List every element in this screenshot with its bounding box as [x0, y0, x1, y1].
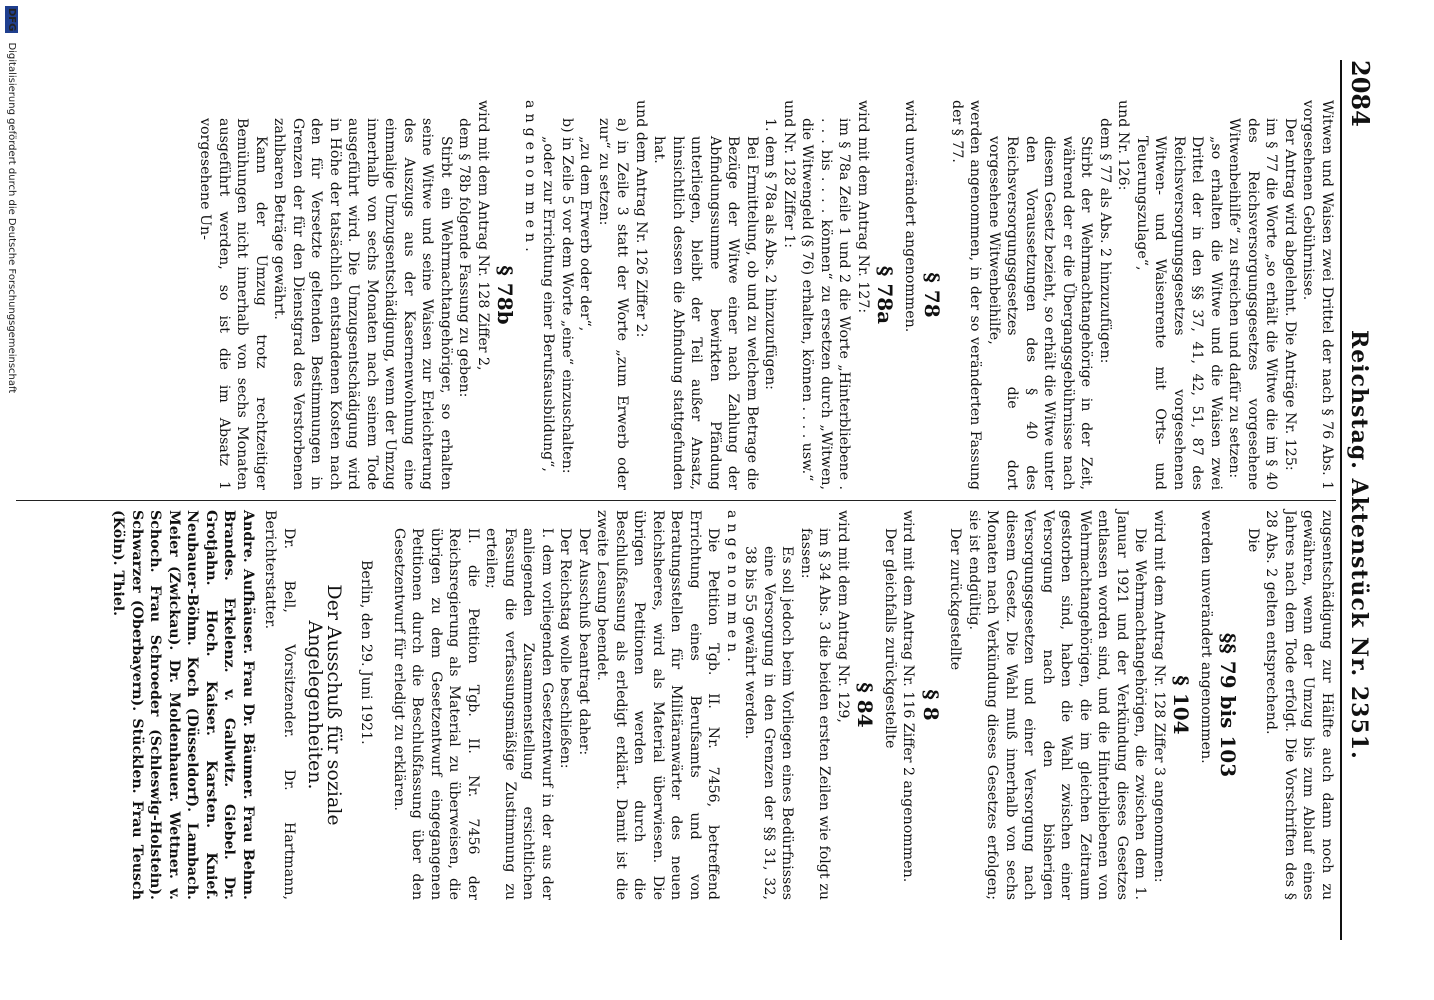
paragraph: Die Petition Tgb. II. Nr. 7456, betreffend Errichtung eines Berufsamts und von Beratungsstellen für Militäranwärter des neuen Reichsheeres, wird als Material überwiesen. Die übrigen Petitionen werden durch die Beschlußfassung als erledigt erklärt. Damit ist die zweite Lesung beendet. [594, 510, 722, 900]
quote: „oder zur Errichtung einer Berufsausbildung“, [540, 136, 557, 472]
date-line: Berlin, den 29. Juni 1921. [358, 560, 375, 745]
paragraph: Die [1245, 528, 1261, 553]
committee-title: Der Ausschuß für soziale Angelegenheiten. [304, 584, 345, 826]
column-divider [16, 500, 1336, 501]
page-header [1340, 60, 1382, 940]
paragraph: wird mit dem Antrag Nr. 129, [835, 510, 851, 723]
quote: Stirbt ein Wehrmachtangehöriger, so erhalten seine Witwe und seine Waisen zur Erleichterung des Auszugs aus der Kasernenwohnung eine einmalige Umzugsentschädigung, wenn der Umzug innerhalb von sechs Monaten nach seinem Tode ausgeführt wird. Die Umzugsentschädigung wird in Höhe der tatsächlich entstandenen Kosten nach den für Versetzte geltenden Bestimmungen in Grenzen der für den Dienstgrad des Verstorbenen zahlbaren Beträge gewährt. [271, 118, 454, 490]
paragraph: wird unverändert angenommen. [902, 100, 918, 333]
paragraph: dem § 78b folgende Fassung zu geben: [456, 118, 473, 398]
quote: Bei Ermittelung, ob und zu welchem Betrage die Bezüge der Witwe einer nach Zahlung der Abfindungssumme bewirkten Pfändung unterliegen, bleibt der Teil außer Ansatz, hinsichtlich dessen die Abfindung stattgefunden hat. [651, 136, 760, 490]
paragraph: im § 34 Abs. 3 die beiden ersten Zeilen wie folgt zu fassen: [798, 528, 833, 900]
paragraph: Der Antrag wird abgelehnt. Die Anträge Nr. 125: [1282, 118, 1298, 471]
list-item: II. die Petition Tgb. II. Nr. 7456 der Reichsregierung als Material zu überweisen, die übrigen zu dem Gesetzentwurf eingegangenen Petitionen durch die Beschlußfassung über den Gesetzentwurf für erledigt zu erklären. [391, 528, 481, 900]
quote: Kann der Umzug trotz rechtzeitiger Bemühungen nicht innerhalb von sechs Monaten ausgeführt werden, so ist die im Absatz 1 vorgesehene Un- [197, 118, 269, 490]
paragraph: und Nr. 126: [1115, 100, 1132, 191]
section-heading: § 78b [493, 265, 518, 325]
quote: „so erhalten die Witwe und die Waisen zwei Drittel der in den §§ 37, 41, 42, 51, 87 des Reichsversorgungsgesetzes vorgesehenen Witwen- und Waisenrente mit Orts- und Teuerungszulage“, [1134, 136, 1224, 490]
paragraph: Die Wehrmachtangehörigen, die zwischen dem 1. Januar 1921 und der Verkündung dieses Gesetzes entlassen worden sind, und die Hinterbliebenen von Wehrmachtangehörigen, die im gleichen Zeitraum gestorben sind, haben die Wahl zwischen einer Versorgung nach den bisherigen Versorgungsgesetzen und einer Versorgung nach diesem Gesetz. Die Wahl muß innerhalb von sechs Monaten nach Verkündung dieses Gesetzes erfolgen; sie ist endgültig. [966, 510, 1149, 900]
digitization-credit [6, 6, 24, 986]
quote: „zu dem Erwerb oder der“, [577, 136, 594, 332]
section-heading: § 104 [1169, 675, 1194, 735]
right-column [16, 510, 1336, 900]
paragraph: wird mit dem Antrag Nr. 116 Ziffer 2 angenommen. [900, 510, 917, 883]
section-heading: § 8 [919, 689, 943, 721]
paragraph: wird mit dem Antrag Nr. 128 Ziffer 2, [475, 100, 491, 371]
signatures: Dr. Bell, Vorsitzender. Dr. Hartmann, Berichterstatter. [262, 510, 297, 900]
quote: Es soll jedoch beim Vorliegen eines Bedürfnisses eine Versorgung in den Grenzen der §§ 31, 32, 38 bis 55 gewährt werden. [742, 546, 796, 900]
paragraph: angenommen. [724, 510, 740, 667]
section-heading: § 78 [920, 272, 945, 318]
paragraph: werden angenommen, in der so veränderten Fassung der § 77. [949, 100, 984, 490]
paragraph: Der Reichstag wolle beschließen: [557, 528, 574, 769]
paragraph: im § 78a Zeile 1 und 2 die Worte „Hinterbliebene . . . . bis . . . . können“ zu ersetzen durch „Witwen, die Witwengeld (§ 76) erhalten, können . . . . usw.“ [799, 118, 853, 490]
dfg-logo-icon: DFG [6, 8, 17, 32]
paragraph: Der gleichfalls zurückgestellte [882, 528, 898, 749]
quote: Stirbt der Wehrmachtangehörige in der Zeit, während der er die Übergangsgebührnisse nach diesem Gesetz bezieht, so erhält die Witwe unter den Voraussetzungen des § 40 des Reichsversorgungsgesetzes die dort vorgesehene Witwenbeihilfe, [986, 136, 1095, 490]
left-column [16, 100, 1336, 490]
paragraph: im § 77 die Worte „so erhält die Witwe die im § 40 des Reichsversorgungsgesetzes vorgesehene Witwenbeihilfe“ zu streichen und dafür zu setzen: [1226, 118, 1280, 490]
paragraph: zugsentschädigung zur Hälfte auch dann noch zu gewähren, wenn der Umzug bis zum Ablauf eines Jahres nach dem Tode erfolgt. Die Vorschriften des § 28 Abs. 2 gelten entsprechend. [1263, 510, 1335, 900]
paragraph: dem § 77 als Abs. 2 hinzuzufügen: [1097, 118, 1113, 364]
paragraph: wird mit dem Antrag Nr. 128 Ziffer 3 angenommen: [1151, 510, 1167, 883]
page-title: Reichstag. Aktenstück Nr. 2351. [1346, 330, 1372, 760]
page-number: 2084 [1346, 60, 1375, 127]
paragraph: Witwen und Waisen zwei Drittel der nach § 76 Abs. 1 vorgesehenen Gebührnisse. [1300, 100, 1335, 490]
credit-text: Digitalisierung gefördert durch die Deutsche Forschungsgemeinschaft [6, 42, 17, 394]
paragraph: Der zurückgestellte [947, 528, 964, 671]
list-item: I. dem vorliegenden Gesetzentwurf in der aus der anliegenden Zusammenstellung ersichtlichen Fassung die verfassungsmäßige Zustimmung zu erteilen; [483, 528, 555, 900]
section-heading: § 78a [873, 265, 898, 325]
section-heading: § 84 [853, 682, 878, 728]
paragraph: und dem Antrag Nr. 126 Ziffer 2: [633, 100, 649, 338]
paragraph: und Nr. 128 Ziffer 1: [781, 100, 797, 249]
paragraph: 1. dem § 78a als Abs. 2 hinzuzufügen: [762, 118, 779, 390]
paragraph: werden unverändert angenommen. [1198, 510, 1214, 764]
paragraph: Der Ausschuß beantragt daher: [576, 528, 592, 756]
section-heading: §§ 79 bis 103 [1216, 632, 1241, 778]
paragraph: wird mit dem Antrag Nr. 127: [855, 100, 871, 314]
paragraph: angenommen. [522, 100, 538, 257]
paragraph: a) in Zeile 3 statt der Worte „zum Erwerb oder zur“ zu setzen: [596, 118, 631, 490]
signatures: Andre. Aufhäuser. Frau Dr. Bäumer. Frau Behm. Brandes. Erkelenz. v. Gallwitz. Giebel. Dr. Grotjahn. Hoch. Kaiser. Karsten. Knief. Neubauer-Böhm. Koch (Düsseldorf). Lambach. Meier (Zwickau). Dr. Moldenhauer. Wettner. v. Schoch. Frau Schroeder (Schleswig-Holstein). Schwarzer (Oberbayern). Stücklen. Frau Teusch (Köln). Thiel. [110, 510, 256, 900]
paragraph: b) in Zeile 5 vor dem Worte „eine“ einzuschalten: [559, 118, 575, 474]
